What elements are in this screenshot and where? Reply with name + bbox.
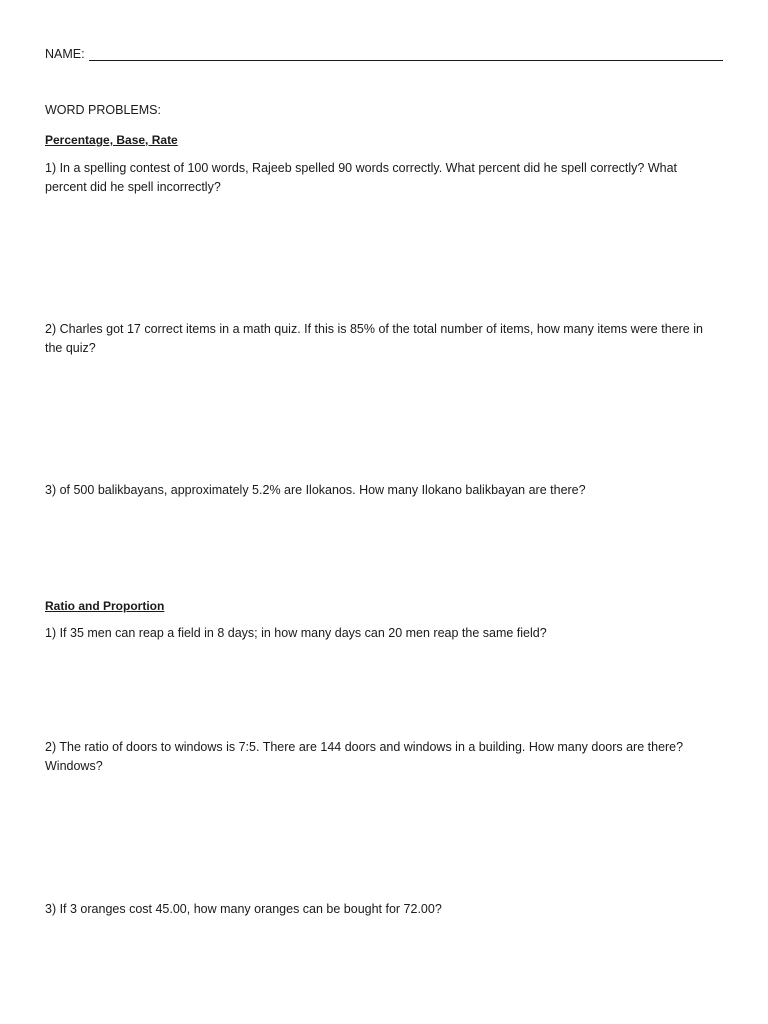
- problem-ratio-3: 3) If 3 oranges cost 45.00, how many oranges can be bought for 72.00?: [45, 902, 442, 916]
- section-heading-percentage: Percentage, Base, Rate: [45, 133, 178, 147]
- name-blank-line[interactable]: [89, 46, 723, 61]
- problem-ratio-1: 1) If 35 men can reap a field in 8 days; in how many days can 20 men reap the same field?: [45, 626, 547, 640]
- section-heading-ratio: Ratio and Proportion: [45, 599, 165, 613]
- problem-percentage-3: 3) of 500 balikbayans, approximately 5.2% are Ilokanos. How many Ilokano balikbayan are there?: [45, 483, 586, 497]
- worksheet-title: WORD PROBLEMS:: [45, 103, 161, 117]
- problem-ratio-2: 2) The ratio of doors to windows is 7:5. There are 144 doors and windows in a building. How many doors are there? Windows?: [45, 740, 684, 773]
- name-row: [45, 44, 723, 64]
- name-label: NAME:: [45, 47, 85, 61]
- problem-percentage-2: 2) Charles got 17 correct items in a math quiz. If this is 85% of the total number of items, how many items were there in the quiz?: [45, 322, 703, 355]
- problem-percentage-1: 1) In a spelling contest of 100 words, Rajeeb spelled 90 words correctly. What percent did he spell correctly? What percent did he spell incorrectly?: [45, 161, 678, 194]
